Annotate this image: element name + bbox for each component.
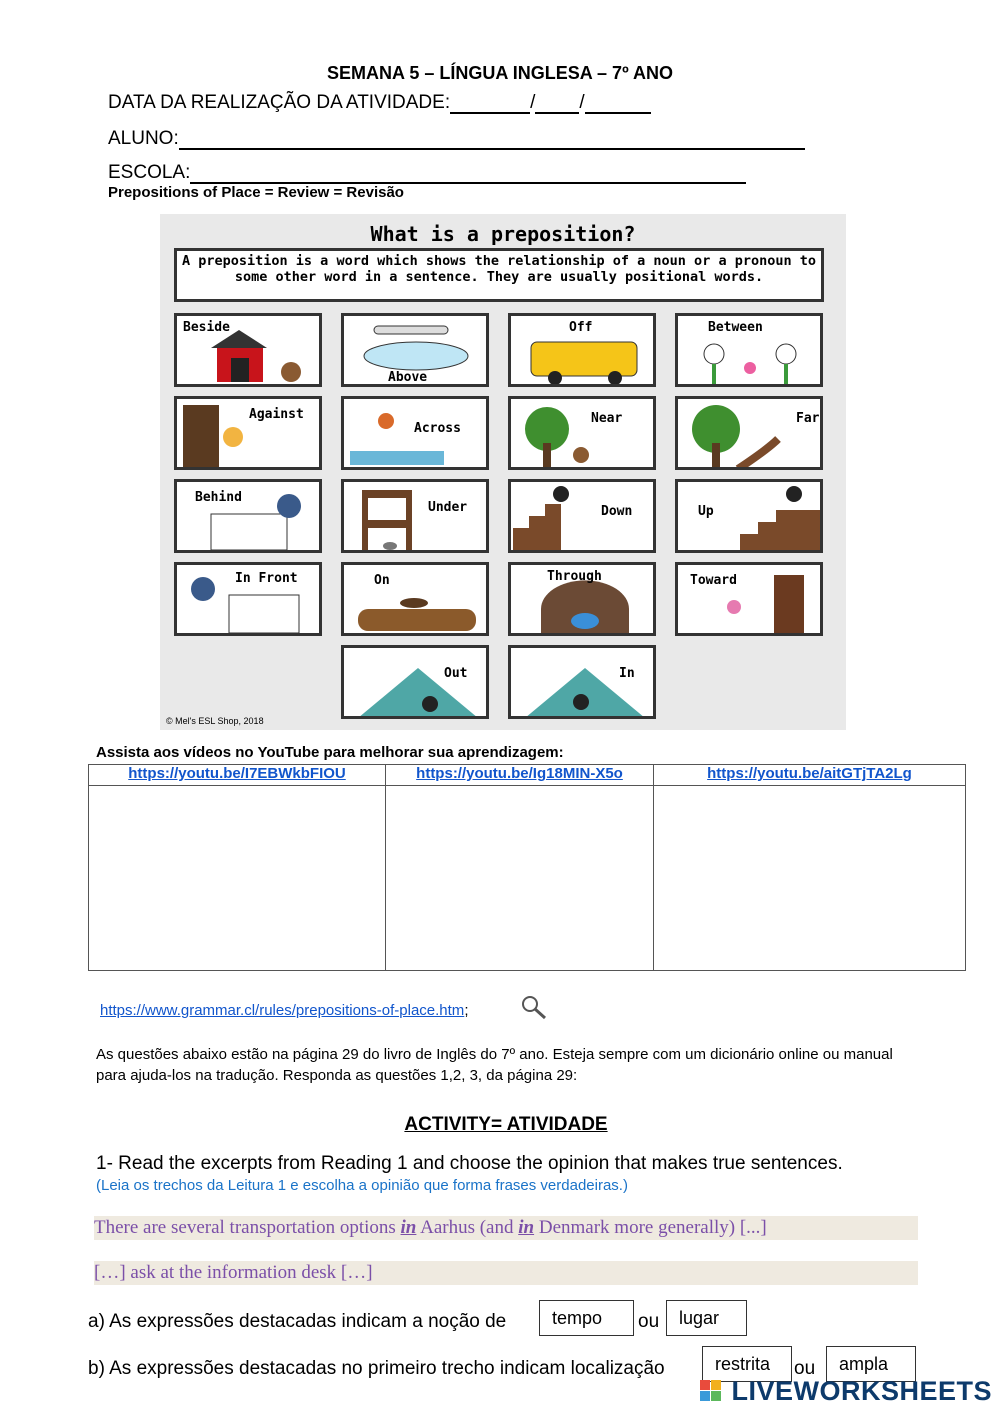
card-label: Far: [796, 411, 820, 426]
card-between: [675, 313, 823, 387]
card-label: On: [374, 573, 390, 588]
card-in-front: [174, 562, 322, 636]
card-label: In: [619, 666, 635, 681]
poster-definition: A preposition is a word which shows the relationship of a noun or a pronoun to some other word in a sentence. They are usually positional words.: [174, 248, 824, 302]
card-on: [341, 562, 489, 636]
video-cell: [386, 765, 654, 786]
page-title: SEMANA 5 – LÍNGUA INGLESA – 7º ANO: [327, 63, 673, 83]
excerpt-1: [94, 1216, 918, 1240]
excerpt-text: There are several transportation options: [94, 1217, 401, 1238]
watermark: LIVEWORKSHEETS: [731, 1376, 992, 1406]
chair-mouse-icon: [344, 482, 489, 553]
video-embed-3[interactable]: [654, 786, 966, 971]
card-label: Up: [698, 504, 714, 519]
question-b: b) As expressões destacadas no primeiro trecho indicam localização: [88, 1358, 665, 1379]
or-text: ou: [794, 1358, 816, 1379]
poster-title: What is a preposition?: [370, 222, 636, 246]
date-year-blank[interactable]: [585, 94, 651, 114]
grammar-separator: ;: [464, 1002, 469, 1019]
card-label: Beside: [183, 320, 230, 335]
highlighted-word: in: [518, 1217, 535, 1238]
card-label: In Front: [235, 571, 298, 586]
tent-out-icon: [344, 648, 489, 719]
school-field: [108, 162, 746, 184]
card-label: Above: [388, 370, 428, 385]
card-through: [508, 562, 656, 636]
magnifier-icon[interactable]: [520, 994, 548, 1020]
date-separator: /: [579, 92, 585, 113]
card-beside: [174, 313, 322, 387]
question-1-translation: (Leia os trechos da Leitura 1 e escolha a opinião que forma frases verdadeiras.): [96, 1177, 628, 1194]
card-label: Through: [547, 569, 602, 584]
card-under: [341, 479, 489, 553]
card-label: Down: [601, 504, 633, 519]
school-blank[interactable]: [190, 164, 746, 184]
card-near: [508, 396, 656, 470]
question-1: 1- Read the excerpts from Reading 1 and choose the opinion that makes true sentences.: [96, 1153, 843, 1174]
card-against: [174, 396, 322, 470]
card-label: Between: [708, 320, 763, 335]
excerpt-text: Aarhus (and: [416, 1217, 519, 1238]
card-up: [675, 479, 823, 553]
card-toward: [675, 562, 823, 636]
tree-dog-icon: [511, 399, 656, 470]
date-separator: /: [530, 92, 536, 113]
student-blank[interactable]: [179, 130, 805, 150]
tent-in-icon: [511, 648, 656, 719]
excerpt-2: […] ask at the information desk […]: [94, 1261, 918, 1285]
option-tempo[interactable]: tempo: [539, 1300, 634, 1336]
video-embed-2[interactable]: [386, 786, 654, 971]
date-label: DATA DA REALIZAÇÃO DA ATIVIDADE:: [108, 92, 451, 113]
preposition-poster: [160, 214, 846, 730]
date-month-blank[interactable]: [535, 94, 579, 114]
card-label: Off: [569, 320, 593, 335]
card-label: Behind: [195, 490, 242, 505]
log-ant-icon: [344, 565, 489, 636]
card-label: Under: [428, 500, 468, 515]
stairs-down-icon: [511, 482, 656, 553]
card-off: [508, 313, 656, 387]
activity-heading: ACTIVITY= ATIVIDADE: [404, 1114, 608, 1135]
card-label: Toward: [690, 573, 737, 588]
card-behind: [174, 479, 322, 553]
student-label: ALUNO:: [108, 128, 179, 149]
instructions: As questões abaixo estão na página 29 do livro de Inglês do 7º ano. Esteja sempre com um dicionário online ou manual para ajuda-los na tradução. Responda as questões 1,2, 3, da página 29:: [96, 1046, 893, 1084]
video-links-table: [88, 764, 966, 971]
excerpt-text: Denmark more generally) [...]: [534, 1217, 767, 1238]
card-label: Against: [249, 407, 304, 422]
card-label: Out: [444, 666, 468, 681]
video-link-2[interactable]: https://youtu.be/Ig18MIN-X5o: [416, 765, 623, 782]
highlighted-word: in: [400, 1217, 417, 1238]
videos-intro: Assista aos vídeos no YouTube para melhorar sua aprendizagem:: [96, 744, 564, 761]
card-far: [675, 396, 823, 470]
or-text: ou: [638, 1311, 660, 1332]
card-down: [508, 479, 656, 553]
card-label: Near: [591, 411, 623, 426]
grammar-link-row: [100, 1002, 468, 1019]
date-field: [108, 92, 651, 114]
tree-path-icon: [678, 399, 823, 470]
card-label: Across: [414, 421, 461, 436]
card-in: [508, 645, 656, 719]
subtitle: Prepositions of Place = Review = Revisão: [108, 184, 404, 201]
option-restrita[interactable]: restrita: [702, 1346, 792, 1382]
student-field: [108, 128, 805, 150]
card-above: [341, 313, 489, 387]
date-day-blank[interactable]: [450, 94, 530, 114]
video-cell: [89, 765, 386, 786]
card-out: [341, 645, 489, 719]
video-cell: [654, 765, 966, 786]
liveworksheets-logo-icon: [700, 1380, 722, 1404]
school-label: ESCOLA:: [108, 162, 191, 183]
card-across: [341, 396, 489, 470]
option-ampla[interactable]: ampla: [826, 1346, 916, 1382]
option-lugar[interactable]: lugar: [666, 1300, 747, 1336]
poster-copyright: © Mel's ESL Shop, 2018: [166, 716, 264, 726]
question-a: a) As expressões destacadas indicam a noção de: [88, 1311, 507, 1332]
grammar-link[interactable]: https://www.grammar.cl/rules/prepositions-of-place.htm: [100, 1002, 465, 1019]
video-link-1[interactable]: https://youtu.be/I7EBWkbFIOU: [128, 765, 346, 782]
video-link-3[interactable]: https://youtu.be/aitGTjTA2Lg: [707, 765, 912, 782]
video-embed-1[interactable]: [89, 786, 386, 971]
